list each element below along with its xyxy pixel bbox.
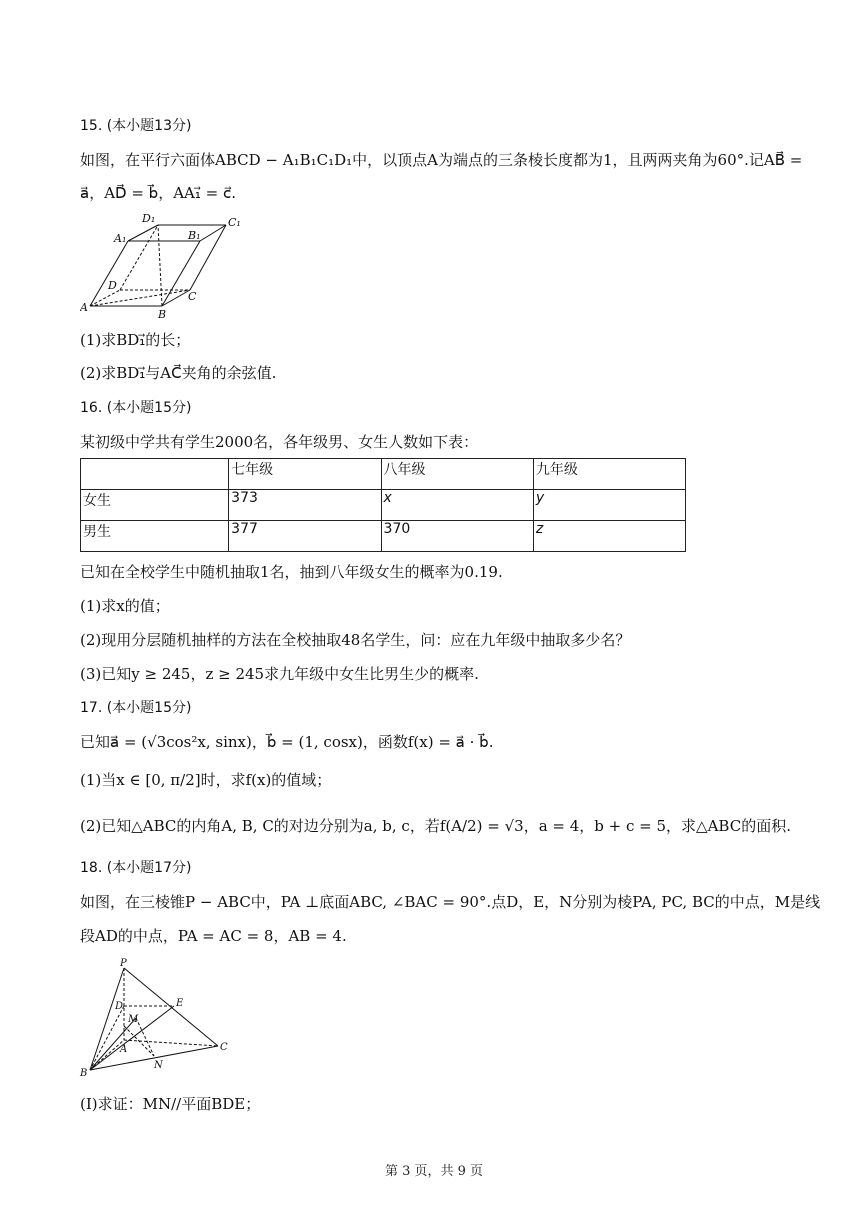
table-header-cell <box>81 459 229 490</box>
table-cell: 377 <box>229 521 381 552</box>
q16-heading: 16. (本小题15分) <box>80 400 192 416</box>
table-row <box>81 490 686 521</box>
table-cell: z <box>533 521 685 552</box>
label-M: M <box>128 1014 139 1025</box>
table-cell: y <box>533 490 685 521</box>
label-N: N <box>154 1060 163 1071</box>
table-header-cell: 九年级 <box>533 459 685 490</box>
q18-part1: (I)求证：MN//平面BDE； <box>80 1095 261 1113</box>
q16-part3: (3)已知y ≥ 245，z ≥ 245求九年级中女生比男生少的概率. <box>80 665 479 683</box>
tetrahedron-figure <box>78 956 238 1078</box>
table-row <box>81 521 686 552</box>
label-A: A <box>80 301 88 314</box>
table-header-cell: 七年级 <box>229 459 381 490</box>
table-header-row <box>81 459 686 490</box>
label-A1: A₁ <box>114 232 127 245</box>
label-C: C <box>188 290 197 303</box>
q15-part1: (1)求BD₁⃗的长； <box>80 331 191 349</box>
q17-heading: 17. (本小题15分) <box>80 700 192 716</box>
q18-stem-line1: 如图，在三棱锥P − ABC中，PA ⊥底面ABC, ∠BAC = 90°.点D，E，N分别为棱PA, PC, BC的中点，M是线 <box>80 893 821 911</box>
label-C: C <box>220 1042 228 1053</box>
label-D: D <box>115 1001 124 1012</box>
q16-part2: (2)现用分层随机抽样的方法在全校抽取48名学生，问：应在九年级中抽取多少名？ <box>80 631 631 649</box>
table-header-cell: 八年级 <box>381 459 533 490</box>
label-C1: C₁ <box>228 216 241 229</box>
q15-part2: (2)求BD₁⃗与AC⃗夹角的余弦值. <box>80 364 277 382</box>
table-cell: x <box>381 490 533 521</box>
grade-gender-table <box>80 458 686 552</box>
q15-stem-line2: a⃗，AD⃗ = b⃗，AA₁⃗ = c⃗. <box>80 184 236 202</box>
q16-part1: (1)求x的值； <box>80 597 170 615</box>
table-cell: 女生 <box>81 490 229 521</box>
label-E: E <box>176 998 184 1009</box>
q16-intro: 某初级中学共有学生2000名，各年级男、女生人数如下表： <box>80 433 479 451</box>
table-cell: 370 <box>381 521 533 552</box>
q15-heading: 15. (本小题13分) <box>80 118 192 134</box>
q17-part1: (1)当x ∈ [0, π/2]时，求f(x)的值域； <box>80 771 332 789</box>
q18-heading: 18. (本小题17分) <box>80 860 192 876</box>
label-B1: B₁ <box>188 229 201 242</box>
q17-intro: 已知a⃗ = (√3cos²x, sinx)，b⃗ = (1, cosx)，函数f(x) = a⃗ · b⃗. <box>80 733 494 751</box>
q17-part2: (2)已知△ABC的内角A, B, C的对边分别为a, b, c，若f(A/2) = √3，a = 4，b + c = 5，求△ABC的面积. <box>80 817 791 835</box>
q18-stem-line2: 段AD的中点，PA = AC = 8，AB = 4. <box>80 927 347 945</box>
q15-stem-line1: 如图，在平行六面体ABCD − A₁B₁C₁D₁中，以顶点A为端点的三条棱长度都为1，且两两夹角为60°.记AB⃗ = <box>80 151 803 169</box>
label-D: D <box>108 279 117 292</box>
parallelepiped-figure <box>80 208 250 320</box>
page-footer: 第 3 页，共 9 页 <box>384 1164 484 1179</box>
q16-condition: 已知在全校学生中随机抽取1名，抽到八年级女生的概率为0.19. <box>80 563 503 581</box>
label-A: A <box>120 1044 128 1055</box>
table-cell: 373 <box>229 490 381 521</box>
label-B: B <box>80 1068 88 1078</box>
label-B: B <box>158 308 167 320</box>
label-D1: D₁ <box>142 212 156 225</box>
label-P: P <box>120 958 127 969</box>
table-cell: 男生 <box>81 521 229 552</box>
